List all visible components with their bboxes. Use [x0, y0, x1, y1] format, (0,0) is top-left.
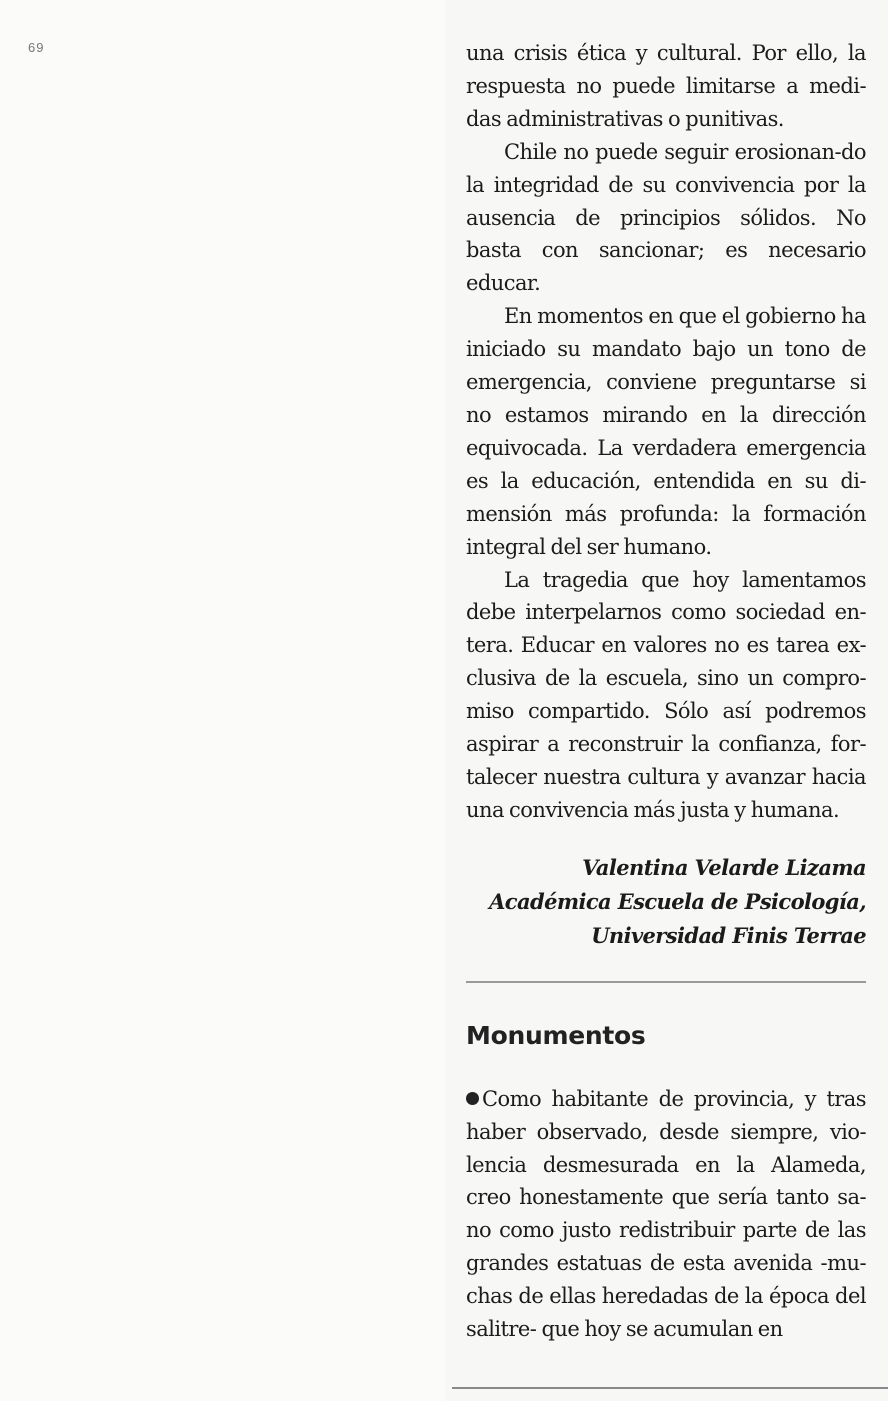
letter-title: Monumentos — [466, 1020, 646, 1050]
letter-body-text: Como habitante de provincia, y tras haber observado, desde siempre, vio-lencia desmesurada en la Alameda, creo honestamente que sería tanto sa-no como justo redistribuir parte de las grandes estatuas de esta avenida -mu-chas de ellas heredadas de la época del salitre- que hoy se acumulan en — [466, 1086, 866, 1342]
letter-body — [466, 1083, 866, 1346]
paragraph-4: La tragedia que hoy lamentamos debe interpelarnos como sociedad en-tera. Educar en valores no es tarea ex-clusiva de la escuela, sino un compro-miso compartido. Sólo así podremos aspirar a reconstruir la confianza, for-talecer nuestra cultura y avanzar hacia una convivencia más justa y humana. — [466, 567, 866, 822]
bottom-divider — [452, 1387, 888, 1389]
page-number-fragment: 69 — [28, 40, 45, 55]
letters-column — [466, 37, 866, 1346]
paragraph-3: En momentos en que el gobierno ha iniciado su mandato bajo un tono de emergencia, conviene preguntarse si no estamos mirando en la dirección equivocada. La verdadera emergencia es la educación, entendida en su di-mensión más profunda: la formación integral del ser humano. — [466, 304, 866, 559]
author-institution: Universidad Finis Terrae — [591, 922, 866, 948]
author-name: Valentina Velarde Lizama — [582, 854, 866, 880]
section-divider — [466, 981, 866, 983]
bullet-icon — [466, 1092, 479, 1105]
paragraph-2: Chile no puede seguir erosionan-do la integridad de su convivencia por la ausencia de principios sólidos. No basta con sancionar; es necesario educar. — [466, 139, 866, 296]
author-role: Académica Escuela de Psicología, — [489, 888, 866, 914]
paragraph-1: una crisis ética y cultural. Por ello, la respuesta no puede limitarse a medi-das administrativas o punitivas. — [466, 41, 866, 131]
signature-block — [466, 851, 866, 953]
